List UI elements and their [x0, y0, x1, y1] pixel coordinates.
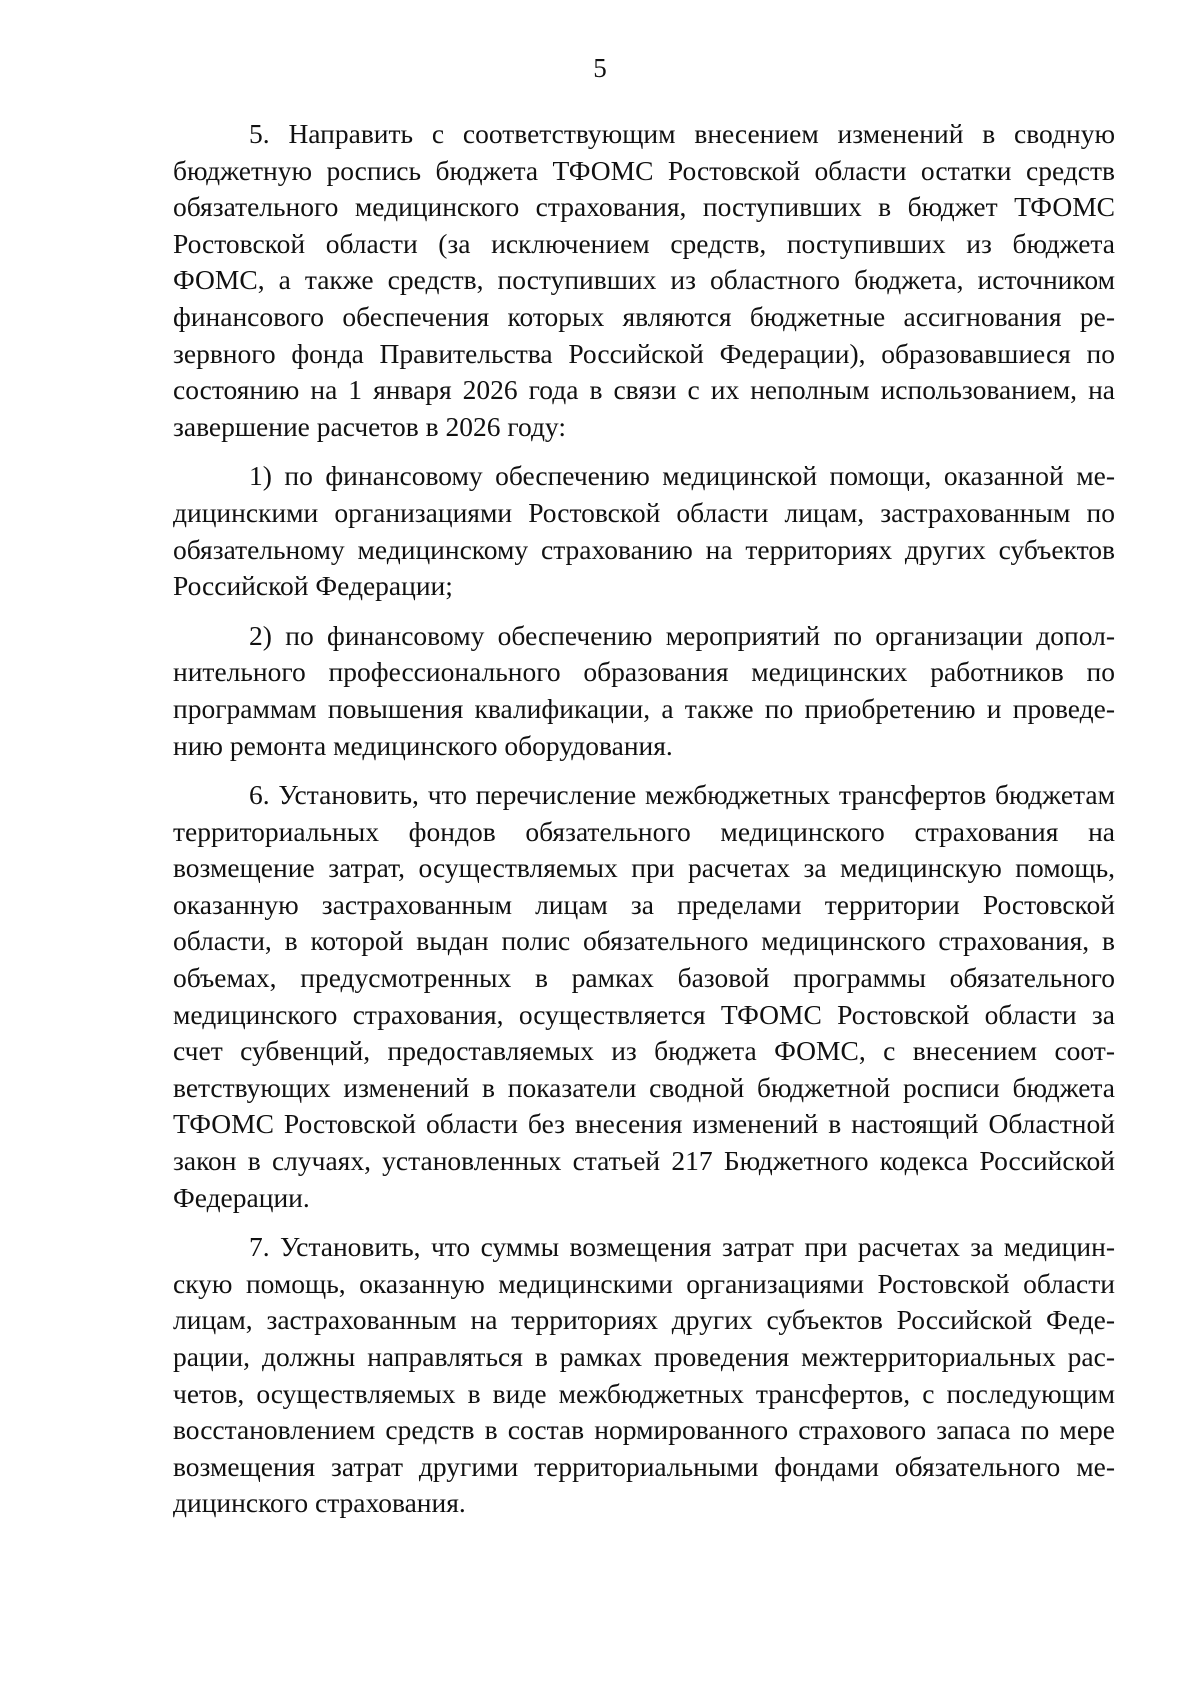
paragraph-subitem-1: 1) по финансовому обеспечению медицинской помощи, оказанной медицинскими организациями Ростовской области лицам, застрахованным по обязательному медицинскому страхованию на территориях других субъектов Российской Федерации;	[173, 460, 1115, 602]
paragraph-subitem-2: 2) по финансовому обеспечению мероприятий по организации дополнительного профессионального образования медицинских работников по программам повышения квалификации, а также по приобретению и проведению ремонта медицинского оборудования.	[173, 619, 1115, 761]
paragraph-item-6: 6. Установить, что перечисление межбюджетных трансфертов бюджетам территориальных фондов обязательного медицинского страхования на возмещение затрат, осуществляемых при расчетах за медицинскую помощь, оказанную застрахованным лицам за пределами территории Ростовской области, в которой выдан полис обязательного медицинского страхования, в объемах, предусмотренных в рамках базовой программы обязательного медицинского страхования, осуществляется ТФОМС Ростовской области за счет субвенций, предоставляемых из бюджета ФОМС, с внесением соответствующих изменений в показатели сводной бюджетной росписи бюджета ТФОМС Ростовской области без внесения изменений в настоящий Областной закон в случаях, установленных статьей 217 Бюджетного кодекса Российской Федерации.	[173, 779, 1115, 1213]
paragraph-item-5: 5. Направить с соответствующим внесением изменений в сводную бюджетную роспись бюджета ТФОМС Ростовской области остатки средств обязательного медицинского страхования, поступивших в бюджет ТФОМС Ростовской области (за исключением средств, поступивших из бюджета ФОМС, а также средств, поступивших из областного бюджета, источником финансового обеспечения которых являются бюджетные ассигнования резервного фонда Правительства Российской Федерации), образовавшиеся по состоянию на 1 января 2026 года в связи с их неполным использованием, на завершение расчетов в 2026 году:	[173, 118, 1115, 442]
page-number: 5	[593, 53, 607, 83]
paragraph-item-7: 7. Установить, что суммы возмещения затрат при расчетах за медицинскую помощь, оказанную медицинскими организациями Ростовской области лицам, застрахованным на территориях других субъектов Российской Федерации, должны направляться в рамках проведения межтерриториальных расчетов, осуществляемых в виде межбюджетных трансфертов, с последующим восстановлением средств в состав нормированного страхового запаса по мере возмещения затрат другими территориальными фондами обязательного медицинского страхования.	[173, 1231, 1115, 1519]
document-body	[173, 116, 1115, 1535]
